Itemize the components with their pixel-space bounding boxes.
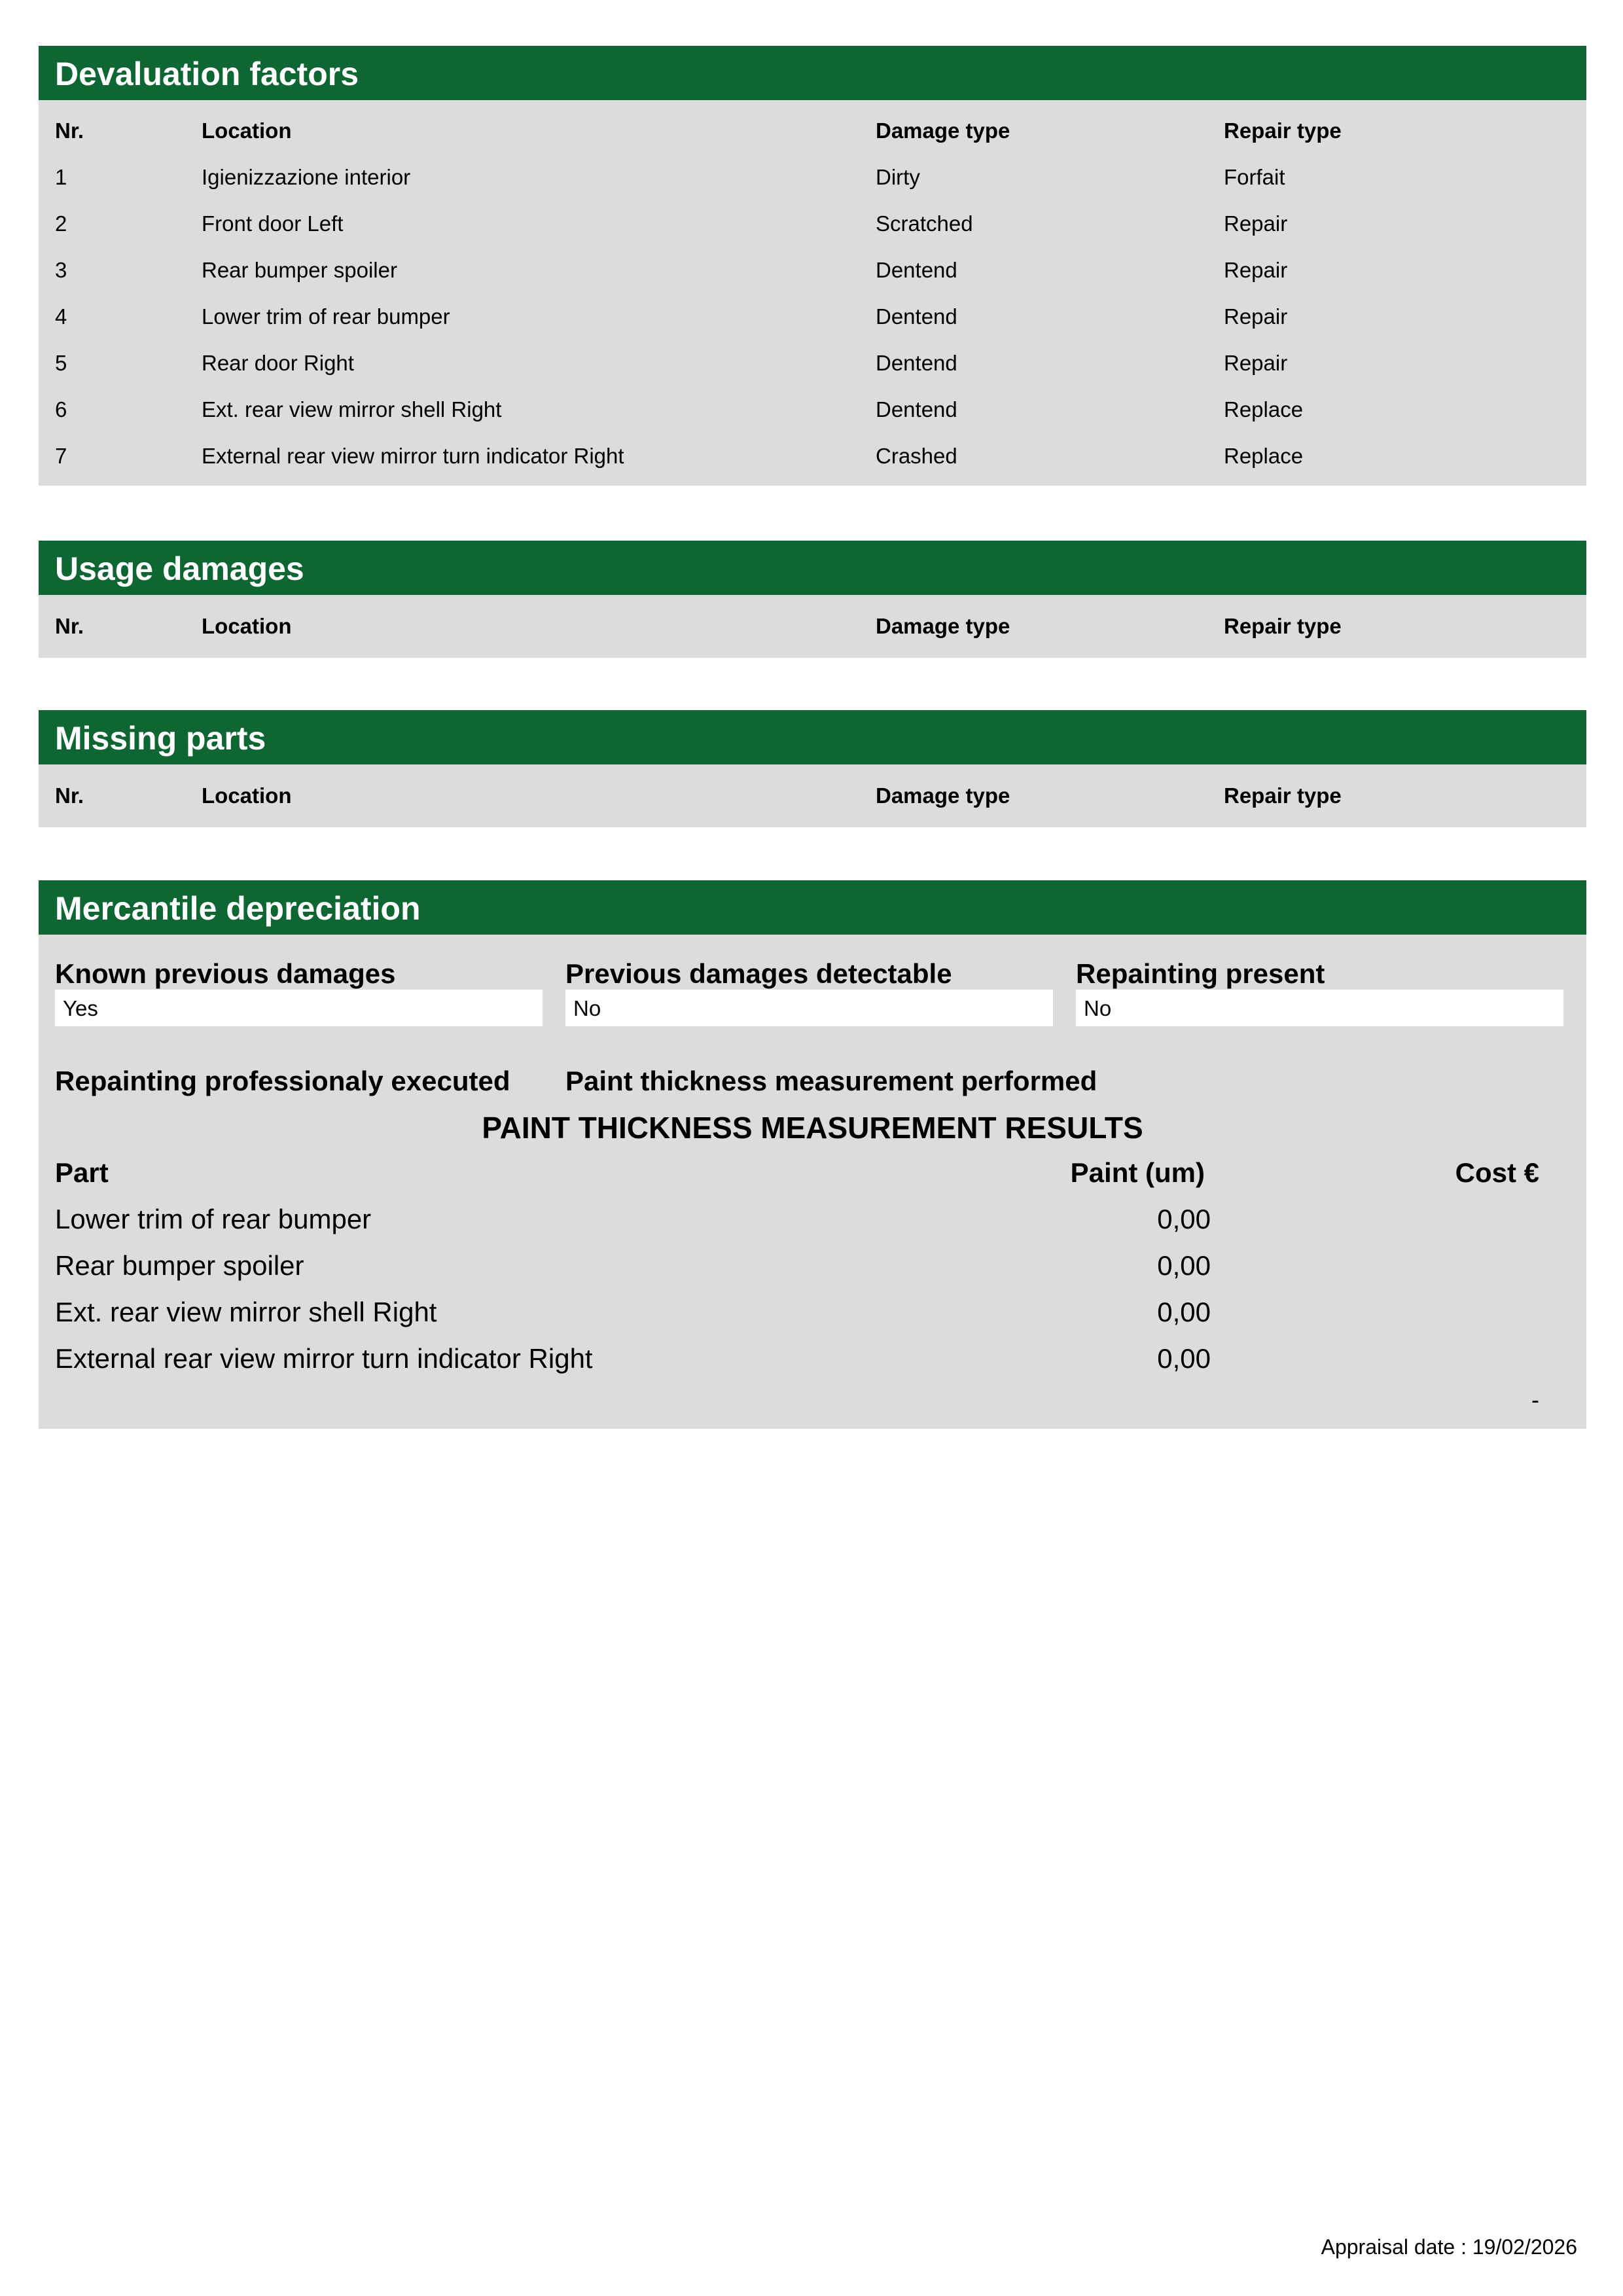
repainting-professional-label: Repainting professionaly executed xyxy=(55,1066,510,1096)
col-header-repair-type: Repair type xyxy=(1224,613,1342,638)
results-row-part: Rear bumper spoiler xyxy=(55,1250,304,1281)
row-location: External rear view mirror turn indicator Right xyxy=(202,443,624,468)
results-header-cost: Cost € xyxy=(1455,1157,1539,1188)
mercantile-title: Mercantile depreciation xyxy=(39,880,1586,935)
col-header-nr: Nr. xyxy=(55,118,84,143)
row-repair-type: Replace xyxy=(1224,443,1304,468)
row-nr: 2 xyxy=(55,211,67,236)
row-location: Lower trim of rear bumper xyxy=(202,304,450,329)
results-row-part: Ext. rear view mirror shell Right xyxy=(55,1297,437,1327)
row-damage-type: Dirty xyxy=(876,164,920,189)
row-repair-type: Replace xyxy=(1224,397,1304,422)
paint-results-title: PAINT THICKNESS MEASUREMENT RESULTS xyxy=(482,1111,1143,1145)
col-header-damage-type: Damage type xyxy=(876,118,1010,143)
missing-body xyxy=(39,764,1586,827)
row-repair-type: Repair xyxy=(1224,304,1288,329)
row-nr: 6 xyxy=(55,397,67,422)
usage-title: Usage damages xyxy=(39,541,1586,595)
usage-section xyxy=(39,541,1586,658)
results-row-part: External rear view mirror turn indicator Right xyxy=(55,1343,593,1374)
row-nr: 3 xyxy=(55,257,67,282)
col-header-damage-type: Damage type xyxy=(876,613,1010,638)
row-damage-type: Dentend xyxy=(876,397,957,422)
results-header-paint: Paint (um) xyxy=(1070,1157,1205,1188)
row-repair-type: Repair xyxy=(1224,350,1288,375)
repainting-present-field: No xyxy=(1076,990,1563,1026)
row-nr: 7 xyxy=(55,443,67,468)
table-row xyxy=(39,293,1586,340)
table-header-row xyxy=(39,772,1586,819)
table-row xyxy=(39,154,1586,200)
row-damage-type: Crashed xyxy=(876,443,957,468)
known-previous-damages-label: Known previous damages xyxy=(55,958,396,989)
table-row xyxy=(39,200,1586,247)
col-header-repair-type: Repair type xyxy=(1224,783,1342,808)
row-nr: 4 xyxy=(55,304,67,329)
col-header-repair-type: Repair type xyxy=(1224,118,1342,143)
col-header-damage-type: Damage type xyxy=(876,783,1010,808)
missing-section xyxy=(39,710,1586,827)
row-damage-type: Dentend xyxy=(876,350,957,375)
mercantile-body xyxy=(39,935,1586,1429)
row-location: Igienizzazione interior xyxy=(202,164,411,189)
devaluation-table xyxy=(39,107,1586,479)
repainting-present-label: Repainting present xyxy=(1076,958,1325,989)
col-header-nr: Nr. xyxy=(55,613,84,638)
results-row-part: Lower trim of rear bumper xyxy=(55,1204,372,1234)
table-row xyxy=(39,247,1586,293)
known-previous-damages-field: Yes xyxy=(55,990,543,1026)
row-location: Front door Left xyxy=(202,211,344,236)
col-header-location: Location xyxy=(202,613,292,638)
results-row-paint: 0,00 xyxy=(1157,1204,1211,1234)
devaluation-body xyxy=(39,100,1586,486)
table-row xyxy=(39,386,1586,433)
row-repair-type: Repair xyxy=(1224,211,1288,236)
row-nr: 1 xyxy=(55,164,67,189)
row-repair-type: Repair xyxy=(1224,257,1288,282)
paint-measurement-label: Paint thickness measurement performed xyxy=(565,1066,1097,1096)
row-damage-type: Scratched xyxy=(876,211,973,236)
missing-table xyxy=(39,772,1586,819)
results-row-paint: 0,00 xyxy=(1157,1343,1211,1374)
previous-damages-detectable-field: No xyxy=(565,990,1053,1026)
row-location: Rear bumper spoiler xyxy=(202,257,397,282)
table-header-row xyxy=(39,603,1586,649)
usage-table xyxy=(39,603,1586,649)
missing-title: Missing parts xyxy=(39,710,1586,764)
results-header-part: Part xyxy=(55,1157,109,1188)
total-cost-value: - xyxy=(1531,1386,1539,1413)
row-nr: 5 xyxy=(55,350,67,375)
row-damage-type: Dentend xyxy=(876,304,957,329)
mercantile-section xyxy=(39,880,1586,1429)
row-location: Ext. rear view mirror shell Right xyxy=(202,397,502,422)
col-header-location: Location xyxy=(202,783,292,808)
row-damage-type: Dentend xyxy=(876,257,957,282)
devaluation-title: Devaluation factors xyxy=(39,46,1586,100)
row-repair-type: Forfait xyxy=(1224,164,1285,189)
previous-damages-detectable-label: Previous damages detectable xyxy=(565,958,952,989)
results-row-paint: 0,00 xyxy=(1157,1297,1211,1327)
table-row xyxy=(39,340,1586,386)
col-header-location: Location xyxy=(202,118,292,143)
col-header-nr: Nr. xyxy=(55,783,84,808)
table-header-row xyxy=(39,107,1586,154)
appraisal-date: Appraisal date : 19/02/2026 xyxy=(1321,2235,1577,2259)
usage-body xyxy=(39,595,1586,658)
devaluation-section xyxy=(39,46,1586,486)
table-row xyxy=(39,433,1586,479)
row-location: Rear door Right xyxy=(202,350,354,375)
results-row-paint: 0,00 xyxy=(1157,1250,1211,1281)
